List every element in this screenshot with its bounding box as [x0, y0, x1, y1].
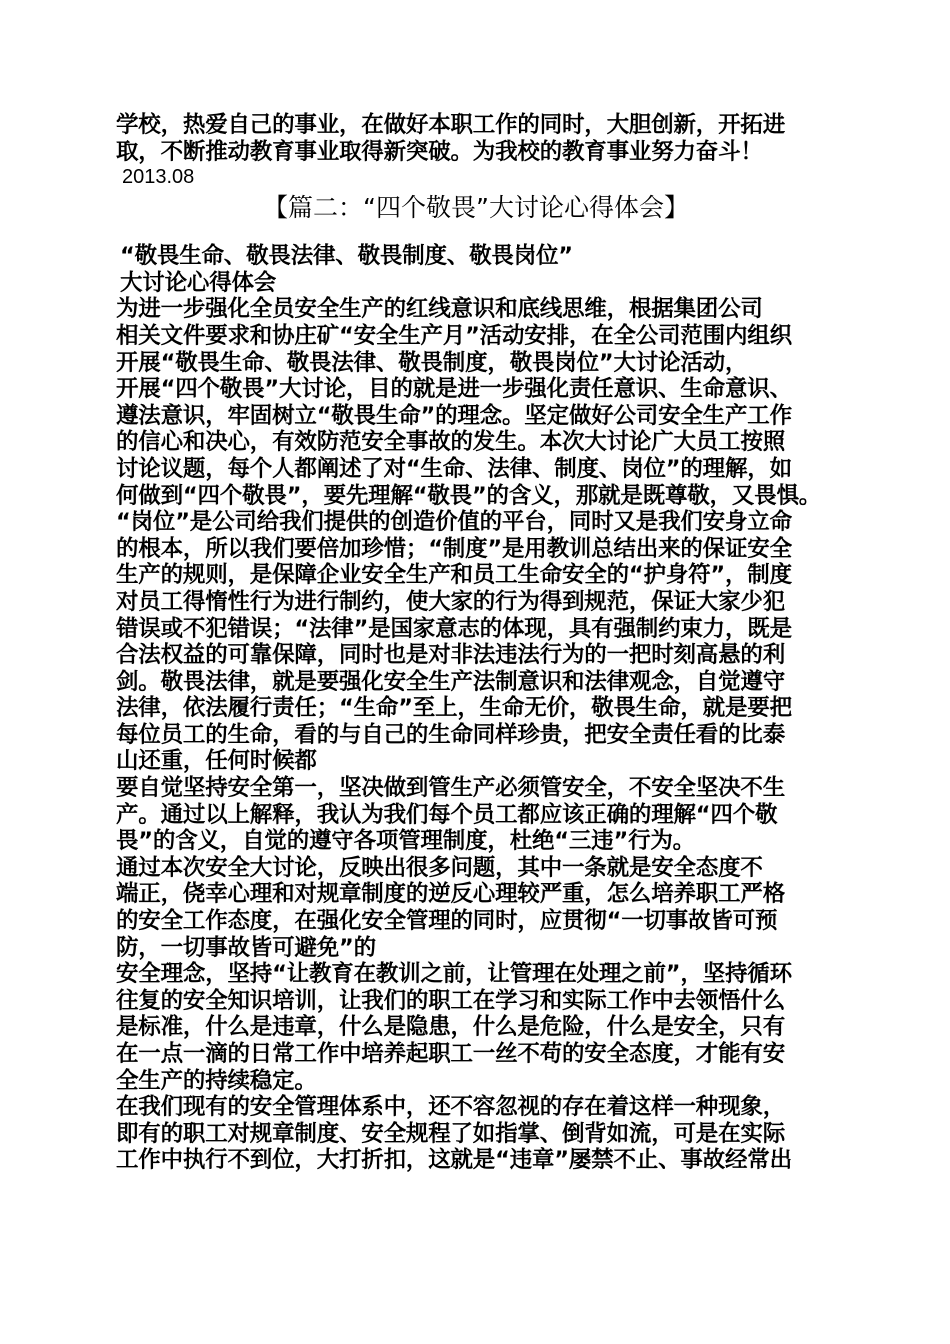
body-line: “岗位”是公司给我们提供的创造价值的平台，同时又是我们安身立命 — [116, 509, 792, 536]
body-line: 每位员工的生命，看的与自己的生命同样珍贵，把安全责任看的比泰 — [116, 721, 786, 748]
body-line: 剑。敬畏法律，就是要强化安全生产法制意识和法律观念，自觉遵守 — [116, 668, 786, 695]
body-line: 的安全工作态度，在强化安全管理的同时，应贯彻“一切事故皆可预 — [116, 908, 778, 935]
body-line: 错误或不犯错误；“法律”是国家意志的体现，具有强制约束力，既是 — [116, 615, 792, 642]
body-line: 开展“敬畏生命、敬畏法律、敬畏制度，敬畏岗位”大讨论活动， — [116, 349, 748, 376]
body-line: 是标准，什么是违章，什么是隐患，什么是危险，什么是安全，只有 — [116, 1014, 786, 1041]
document-page — [116, 112, 836, 1174]
body-line: 全生产的持续稳定。 — [116, 1067, 317, 1094]
body-line: 开展“四个敬畏”大讨论，目的就是进一步强化责任意识、生命意识、 — [116, 376, 792, 403]
date-line: 2013.08 — [122, 166, 195, 189]
body-line: 讨论议题，每个人都阐述了对“生命、法律、制度、岗位”的理解，如 — [116, 455, 792, 482]
body-line: 即有的职工对规章制度、安全规程了如指掌、倒背如流，可是在实际 — [116, 1120, 786, 1147]
text-line: 学校，热爱自己的事业，在做好本职工作的同时，大胆创新，开拓进 — [116, 112, 786, 138]
body-line: 对员工得惰性行为进行制约，使大家的行为得到规范，保证大家少犯 — [116, 588, 786, 615]
body-line: 遵法意识，牢固树立“敬畏生命”的理念。坚定做好公司安全生产工作 — [116, 402, 792, 429]
body-line: 合法权益的可靠保障，同时也是对非法违法行为的一把时刻高悬的利 — [116, 642, 786, 669]
body-line: 工作中执行不到位，大打折扣，这就是“违章”屡禁不止、事故经常出 — [116, 1147, 792, 1174]
subtitle-line: 大讨论心得体会 — [120, 269, 277, 296]
body-line: 要自觉坚持安全第一，坚决做到管生产必须管安全，不安全坚决不生 — [116, 775, 786, 802]
body-line: 生产的规则，是保障企业安全生产和员工生命安全的“护身符”，制度 — [116, 562, 792, 589]
body-line: 在我们现有的安全管理体系中，还不容忽视的存在着这样一种现象， — [116, 1094, 786, 1121]
article-body — [116, 296, 836, 1174]
body-line: 何做到“四个敬畏”，要先理解“敬畏”的含义，那就是既尊敬，又畏惧。 — [116, 482, 822, 509]
subtitle-line: “敬畏生命、敬畏法律、敬畏制度、敬畏岗位” — [120, 243, 573, 270]
body-line: 安全理念，坚持“让教育在教训之前，让管理在处理之前”，坚持循环 — [116, 961, 792, 988]
article-subtitle — [116, 243, 836, 296]
body-line: 畏”的含义，自觉的遵守各项管理制度，杜绝“三违”行为。 — [116, 828, 695, 855]
intro-paragraph — [116, 112, 836, 165]
body-line: 的根本，所以我们要倍加珍惜；“制度”是用教训总结出来的保证安全 — [116, 535, 792, 562]
body-line: 产。通过以上解释，我认为我们每个员工都应该正确的理解“四个敬 — [116, 801, 778, 828]
body-line: 端正，侥幸心理和对规章制度的逆反心理较严重，怎么培养职工严格 — [116, 881, 786, 908]
body-line: 山还重，任何时候都 — [116, 748, 317, 775]
body-line: 为进一步强化全员安全生产的红线意识和底线思维，根据集团公司 — [116, 296, 763, 323]
body-line: 防，一切事故皆可避免”的 — [116, 934, 376, 961]
body-line: 在一点一滴的日常工作中培养起职工一丝不苟的安全态度，才能有安 — [116, 1041, 786, 1067]
section-heading: 【篇二：“四个敬畏”大讨论心得体会】 — [263, 193, 689, 223]
body-line: 通过本次安全大讨论，反映出很多问题，其中一条就是安全态度不 — [116, 854, 763, 881]
body-line: 法律，依法履行责任；“生命”至上，生命无价，敬畏生命，就是要把 — [116, 695, 792, 722]
body-line: 的信心和决心，有效防范安全事故的发生。本次大讨论广大员工按照 — [116, 429, 786, 456]
body-line: 相关文件要求和协庄矿“安全生产月”活动安排，在全公司范围内组织 — [116, 322, 792, 349]
body-line: 往复的安全知识培训，让我们的职工在学习和实际工作中去领悟什么 — [116, 987, 786, 1014]
text-line: 取，不断推动教育事业取得新突破。为我校的教育事业努力奋斗！ — [116, 138, 763, 165]
